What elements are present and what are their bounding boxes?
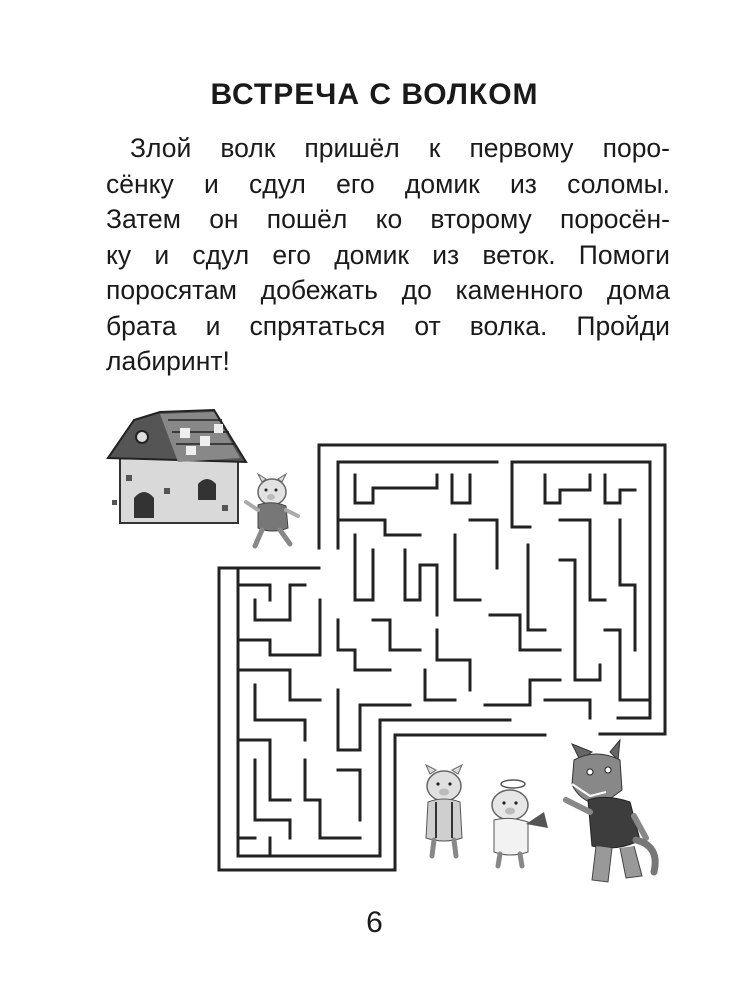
- story-line: Злой волк пришёл к первому поро-: [130, 133, 670, 163]
- running-piglet-icon: [246, 474, 298, 546]
- page-title: ВСТРЕЧА С ВОЛКОМ: [210, 78, 539, 111]
- story-line: сёнку и сдул его домик из соломы.: [106, 168, 670, 199]
- wolf-icon: [566, 740, 655, 882]
- story-line: лабиринт!: [106, 346, 230, 376]
- piglet-pair-icon: [426, 765, 548, 866]
- stone-house-icon: [108, 410, 246, 523]
- story-line: Затем он пошёл ко второму поросён-: [106, 204, 670, 234]
- story-line: поросятам добежать до каменного дома: [106, 275, 670, 305]
- story-line: ку и сдул его домик из веток. Помоги: [106, 239, 670, 270]
- story-line: брата и спрятаться от волка. Пройди: [106, 310, 670, 341]
- page-number: 6: [366, 906, 383, 939]
